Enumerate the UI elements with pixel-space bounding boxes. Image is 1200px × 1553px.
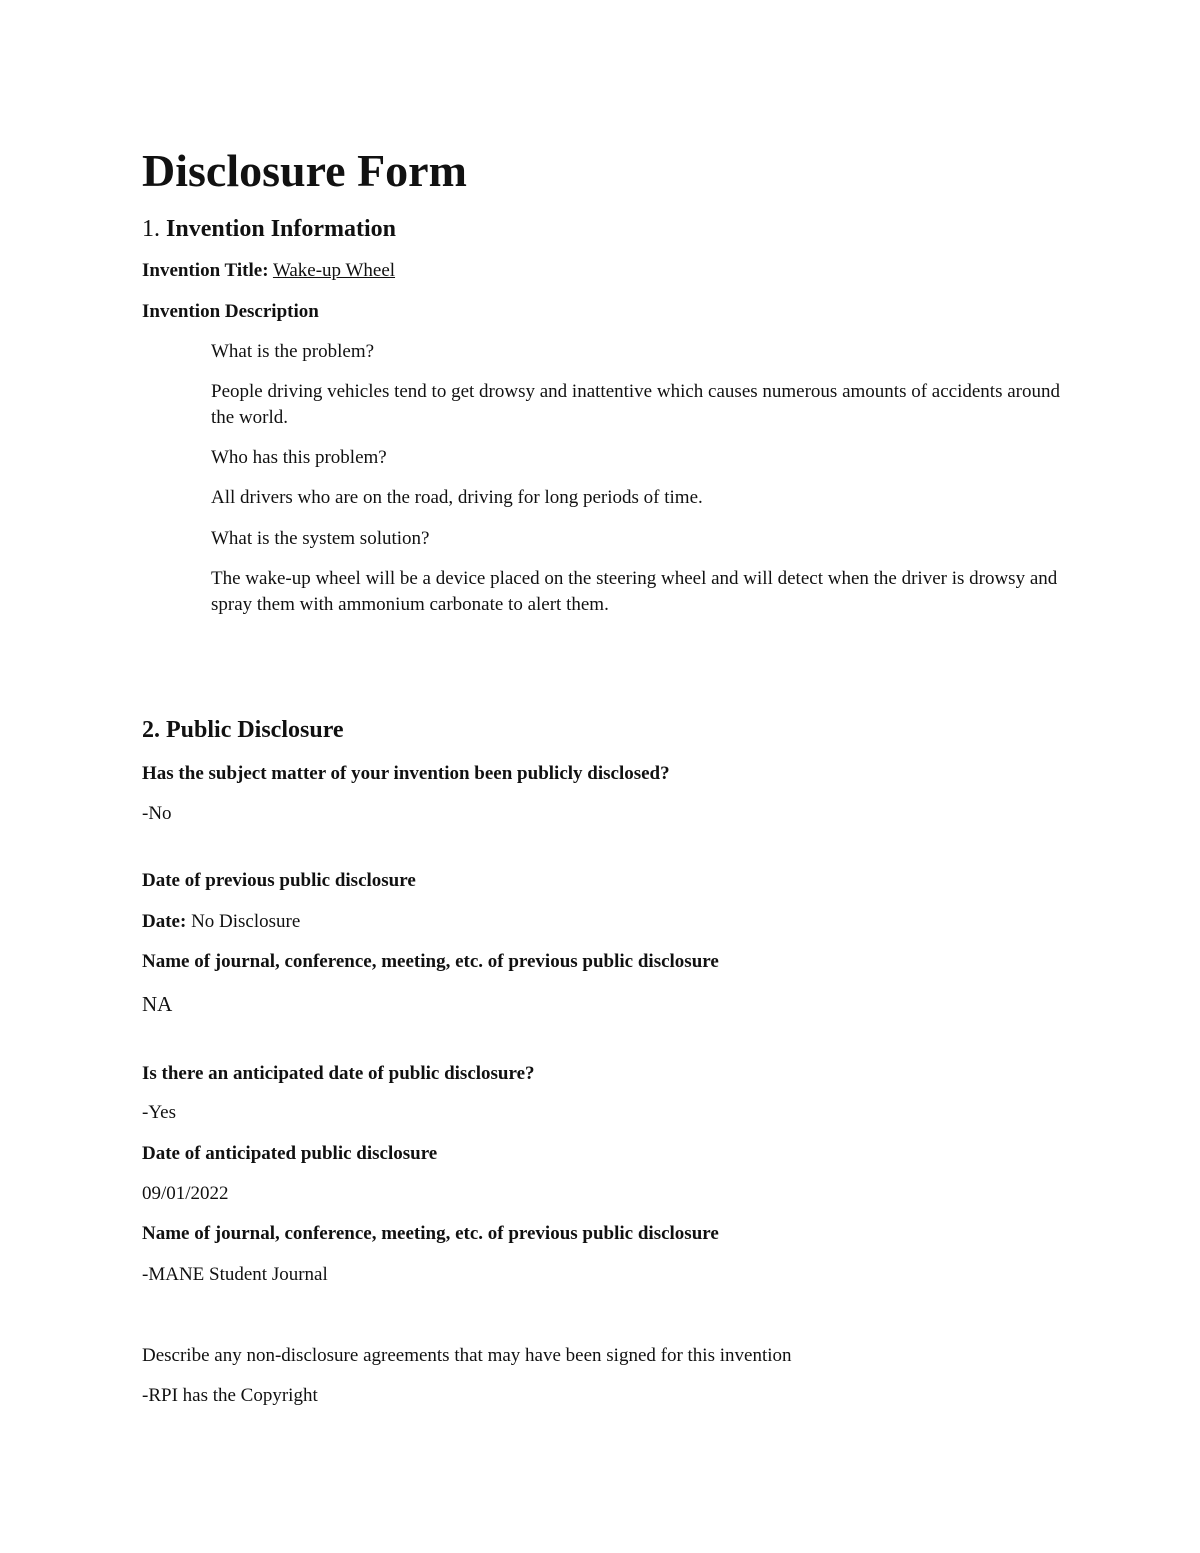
answer-problem: People driving vehicles tend to get drowsy and inattentive which causes numerous amounts of accidents around the world.	[211, 381, 1060, 428]
date-value: No Disclosure	[191, 911, 301, 932]
anticipated-date-value: 09/01/2022	[142, 1183, 229, 1204]
previous-name-value: NA	[142, 992, 173, 1016]
date-row	[142, 909, 300, 935]
section-1-title: Invention Information	[166, 216, 397, 242]
invention-title-value: Wake-up Wheel	[272, 260, 396, 281]
answer-disclosed: -No	[142, 803, 172, 824]
nda-label: Describe any non-disclosure agreements that may have been signed for this invention	[142, 1345, 792, 1366]
date-label: Date:	[142, 911, 187, 932]
question-who: Who has this problem?	[211, 447, 387, 468]
question-problem: What is the problem?	[211, 341, 375, 362]
section-2-heading: 2. Public Disclosure	[142, 717, 344, 743]
section-1-heading	[142, 214, 396, 244]
invention-title-label: Invention Title:	[142, 260, 269, 281]
question-anticipated: Is there an anticipated date of public disclosure?	[142, 1063, 535, 1084]
answer-solution: The wake-up wheel will be a device placed on the steering wheel and will detect when the driver is drowsy and spray them with ammonium carbonate to alert them.	[211, 568, 1058, 615]
answer-anticipated: -Yes	[142, 1102, 176, 1123]
answer-who: All drivers who are on the road, driving for long periods of time.	[211, 487, 703, 508]
invention-description-label: Invention Description	[142, 301, 319, 322]
anticipated-date-label: Date of anticipated public disclosure	[142, 1143, 438, 1164]
previous-name-label: Name of journal, conference, meeting, etc. of previous public disclosure	[142, 951, 719, 972]
nda-value: -RPI has the Copyright	[142, 1385, 318, 1406]
question-solution: What is the system solution?	[211, 528, 430, 549]
previous-date-label: Date of previous public disclosure	[142, 870, 416, 891]
invention-title-row	[142, 258, 395, 284]
section-1-number: 1.	[142, 216, 160, 242]
page-title: Disclosure Form	[142, 145, 467, 196]
anticipated-name-value: -MANE Student Journal	[142, 1264, 328, 1285]
anticipated-name-label: Name of journal, conference, meeting, etc. of previous public disclosure	[142, 1223, 719, 1244]
question-disclosed: Has the subject matter of your invention been publicly disclosed?	[142, 763, 670, 784]
